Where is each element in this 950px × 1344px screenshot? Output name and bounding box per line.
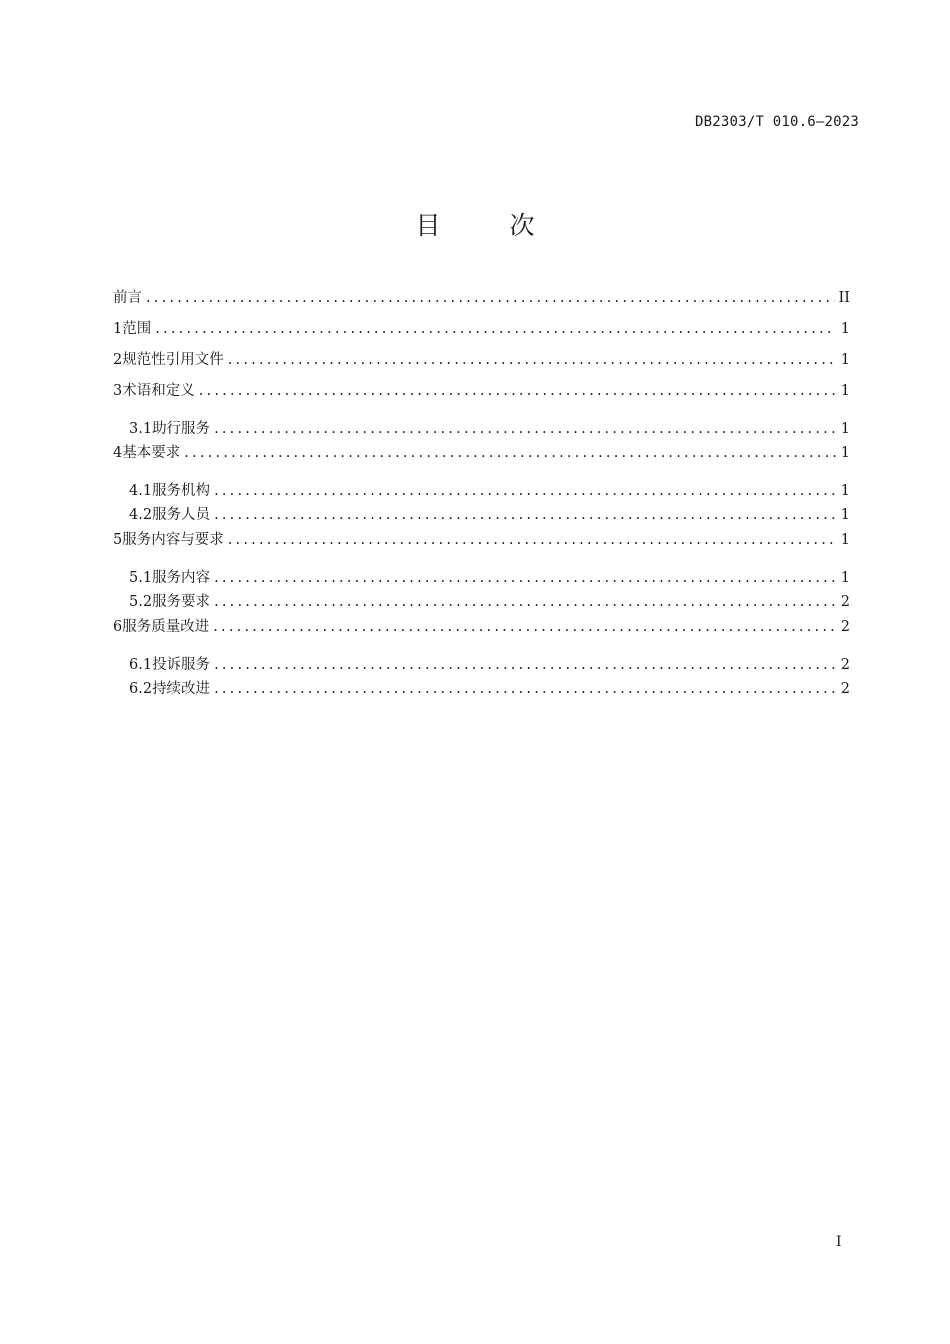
toc-leader-dots <box>214 417 836 441</box>
toc-entry-5-2[interactable] <box>113 590 850 615</box>
toc-entry-page: 1 <box>840 352 850 368</box>
toc-entry-number: 1 <box>113 321 123 337</box>
toc-entry-number: 2 <box>113 352 123 368</box>
toc-leader-dots <box>214 653 836 677</box>
toc-entry-page: 1 <box>840 421 850 437</box>
toc-entry-label: 服务内容与要求 <box>122 532 224 548</box>
toc-entry-number: 4.2 <box>129 507 153 523</box>
toc-entry-label: 规范性引用文件 <box>122 352 224 368</box>
toc-entry-label: 服务要求 <box>152 594 211 610</box>
toc-entry-4[interactable] <box>113 441 850 472</box>
toc-leader-dots <box>228 528 836 552</box>
toc-leader-dots <box>184 441 836 465</box>
toc-leader-dots <box>155 317 836 341</box>
toc-entry-label: 服务人员 <box>152 507 211 523</box>
toc-leader-dots <box>228 348 836 372</box>
toc-entry-4-1[interactable] <box>113 472 850 503</box>
toc-entry-page: 2 <box>840 619 850 635</box>
toc-entry-page: 2 <box>840 681 850 697</box>
toc-leader-dots <box>214 677 836 701</box>
toc-entry-5[interactable] <box>113 528 850 559</box>
toc-entry-1[interactable] <box>113 317 850 348</box>
toc-entry-page: 1 <box>840 570 850 586</box>
toc-leader-dots <box>199 379 836 403</box>
toc-entry-number: 6 <box>113 619 123 635</box>
toc-entry-label: 基本要求 <box>122 445 181 461</box>
toc-leader-dots <box>214 479 836 503</box>
toc-entry-page: 1 <box>840 483 850 499</box>
toc-entry-number: 4 <box>113 445 123 461</box>
toc-entry-foreword[interactable] <box>113 286 850 317</box>
toc-entry-page: 1 <box>840 321 850 337</box>
toc-leader-dots <box>213 615 836 639</box>
toc-entry-3[interactable] <box>113 379 850 410</box>
toc-entry-label: 范围 <box>122 321 152 337</box>
toc-entry-label: 持续改进 <box>152 681 211 697</box>
toc-entry-6-1[interactable] <box>113 646 850 677</box>
toc-entry-page: 1 <box>840 507 850 523</box>
toc-entry-number: 5 <box>113 532 123 548</box>
toc-entry-page: 1 <box>840 532 850 548</box>
toc-entry-6[interactable] <box>113 615 850 646</box>
toc-entry-label: 服务机构 <box>152 483 211 499</box>
toc-entry-label: 助行服务 <box>152 421 211 437</box>
toc-entry-number: 5.1 <box>129 570 153 586</box>
toc-entry-page: II <box>838 290 850 306</box>
toc-entry-page: 1 <box>840 445 850 461</box>
toc-entry-2[interactable] <box>113 348 850 379</box>
toc-entry-4-2[interactable] <box>113 503 850 528</box>
toc-entry-label: 术语和定义 <box>122 383 195 399</box>
toc-entry-label: 投诉服务 <box>152 657 211 673</box>
toc-leader-dots <box>214 590 836 614</box>
toc-entry-label: 前言 <box>113 290 142 306</box>
toc-entry-number: 6.1 <box>129 657 153 673</box>
toc-entry-label: 服务内容 <box>152 570 211 586</box>
document-code: DB2303/T 010.6—2023 <box>695 114 859 130</box>
page-number: I <box>836 1234 842 1250</box>
toc-entry-5-1[interactable] <box>113 559 850 590</box>
page-title: 目 次 <box>415 211 557 240</box>
toc-entry-page: 2 <box>840 657 850 673</box>
toc-entry-number: 4.1 <box>129 483 153 499</box>
toc-entry-number: 3 <box>113 383 123 399</box>
toc-entry-page: 1 <box>840 383 850 399</box>
toc-leader-dots <box>146 286 835 310</box>
toc-leader-dots <box>214 566 836 590</box>
toc-entry-label: 服务质量改进 <box>122 619 210 635</box>
table-of-contents <box>113 286 850 702</box>
toc-entry-number: 5.2 <box>129 594 153 610</box>
toc-entry-6-2[interactable] <box>113 677 850 702</box>
toc-entry-page: 2 <box>840 594 850 610</box>
toc-entry-number: 3.1 <box>129 421 153 437</box>
toc-entry-3-1[interactable] <box>113 410 850 441</box>
toc-leader-dots <box>214 503 836 527</box>
toc-entry-number: 6.2 <box>129 681 153 697</box>
